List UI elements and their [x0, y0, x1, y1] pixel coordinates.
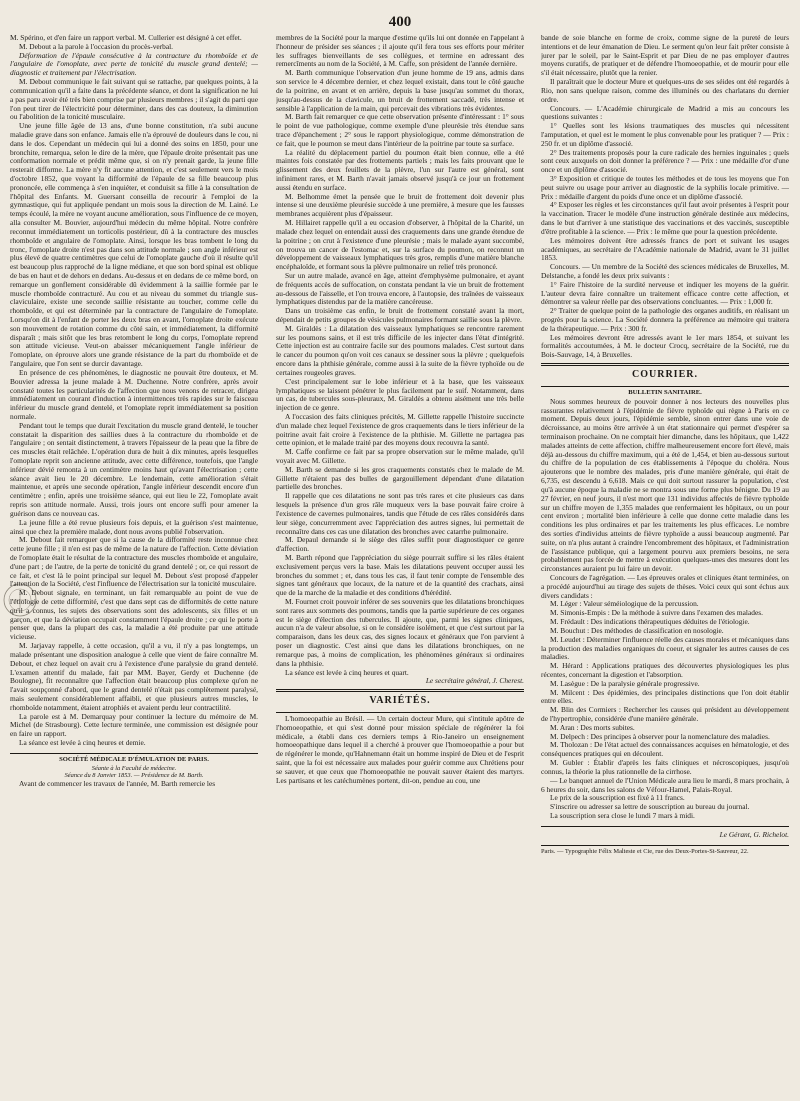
bulletin-heading: BULLETIN SANITAIRE. [628, 388, 702, 396]
thesis-item: M. Leudet : Déterminer l'influence réelle des causes morales et mécaniques dans la production des maladies organiques du coeur, et signaler les autres causes de ces maladies. [541, 634, 789, 662]
divider [541, 826, 789, 827]
courrier-heading: COURRIER. [632, 369, 698, 381]
thesis-item: M. Léger : Valeur séméiologique de la percussion. [550, 599, 699, 609]
paragraph: Nous sommes heureux de pouvoir donner à nos lecteurs des nouvelles plus rassurantes relativement à l'épidémie de fièvre typhoïde qui règne à Paris en ce moment. Depuis deux jours, l'épidémie semble, sinon entrer dans une voie de décroissance, au moins être arrivée à un état stationnaire qui permet d'espérer sa terminaison prochaine. On ne comptait hier dimanche, dans les hôpitaux, que 1,422 malades atteints de cette affection, chiffre malheureusement encore fort élevé, mais déjà au-dessous du chiffre maximum, qui a été de 1,454, et bien au-dessous surtout du chiffre de la population de ces établissements à l'époque du choléra. Nous ajouterons que le nombre des malades, pris d'une manière générale, qui était de 6,735, est descendu à 6,618. Mais ce qui doit surtout rassurer la population, c'est qu'à aucune époque la maladie ne se montra sous une forme plus bénigne. Du 19 au 27 février, en neuf jours, il n'est mort que 131 individus affectés de fièvre typhoïde sur un chiffre moyen de 1,355 malades que renfermaient les hôpitaux, ou un pour cent environ ; mortalité bien inférieure à celle que donne cette maladie dans les conditions les plus ordinaires et par les traitements les plus efficaces. Le nombre des sorties d'individus atteints de fièvre typhoïde a aussi beaucoup augmenté. Par suite, on n'a plus autant à craindre l'encombrement des hôpitaux, et l'administration de l'assistance publique, qui a largement pourvu aux premiers besoins, ne sera probablement pas forcée de mettre à exécution quelques-unes des mesures dont les circonstances auraient pu lui faire un devoir. [541, 396, 789, 574]
paragraph: En présence de ces phénomènes, le diagnostic ne pouvait être douteux, et M. Bouvier adressa la jeune malade à M. Duchenne. Notre confrère, après avoir constaté toutes les particularités de l'affection que nous venons de retracer, dirigea immédiatement un courant d'induction à intermittences très rapides sur le faisceau inférieur du muscle grand dentelé, et l'omoplate reprit immédiatement sa position normale. [10, 367, 258, 421]
divider [541, 386, 789, 387]
paragraph: M. Debout fait remarquer que si la cause de la difformité reste inconnue chez cette jeune fille ; il n'en est pas de même de la nature de l'affection. Cette déviation de l'omoplate était le résultat de la contracture des muscles rhomboïde et angulaire, d'une part ; de l'autre, de la perte de tonicité du grand dentelé ; or, ce qui ressort de ce fait, et c'est là le point principal sur lequel M. Debout s'est proposé d'appeler l'attention de la Société, c'est l'influence de l'électrisation sur la tonicité musculaire. [10, 535, 258, 589]
paragraph: M. Hillairet rappelle qu'il a eu occasion d'observer, à l'hôpital de la Charité, un malade chez lequel on entendait aussi des craquements dans une grande étendue de la poitrine ; on crut à l'existence d'une pleurésie ; mais le malade ayant succombé, on trouva un cancer de l'estomac et, sur la surface du poumon, on reconnut un développement de vaisseaux lymphatiques très gros, remplis d'une matière blanche encéphaloïde, et formant sous la plèvre pulmonaire un relief très prononcé. [276, 218, 524, 272]
paragraph: La parole est à M. Demarquay pour continuer la lecture du mémoire de M. Michel (de Strasbourg). Cette lecture terminée, une commission est désignée pour en faire un rapport. [10, 711, 258, 739]
paragraph: — Le banquet annuel de l'Union Médicale aura lieu le mardi, 8 mars prochain, à 6 heures du soir, dans les salons de Véfour-Hamel, Palais-Royal. [541, 775, 789, 794]
thesis-item: M. Gubler : Établir d'après les faits cliniques et nécroscopiques, jusqu'où connus, la théorie la plus rationnelle de la cirrhose. [541, 758, 789, 776]
paragraph: bande de soie blanche en forme de croix, comme signe de la pureté de leurs intentions et de leur émanation de Dieu. Le serment qu'on leur fait prêter consiste à jurer par le soleil, par le Saint-Esprit et par Dieu de ne pas employer d'autres moyens curatifs, de pratiquer et de défendre l'homoeopathie, et de mourir pour elle s'il était nécessaire, plutôt que la renier. [541, 34, 789, 78]
thesis-item: M. Delpech : Des principes à observer pour la nomenclature des maladies. [550, 731, 770, 741]
paragraph: M. Depaul demande si le siège des râles suffit pour diagnostiquer ce genre d'affection. [276, 535, 524, 554]
paragraph: 4° Exposer les règles et les circonstances qu'il faut avoir présentes à l'esprit pour la vaccination. Tracer le modèle d'une instruction générale destinée aux médecins, dans le but d'arriver à une statistique des vaccinations et des vaccinés, susceptible d'être profitable à la science. — Prix : le même que pour la question précédente. [541, 200, 789, 236]
paragraph: M. Barth fait remarquer ce que cette observation présente d'intéressant : 1° sous le point de vue pathologique, comme exemple d'une pleurésie très étendue sans trace d'épanchement ; 2° sous le rapport physiologique, comme démonstration de ce fait, que le poumon se meut dans l'intérieur de la poitrine par toute sa surface. [276, 112, 524, 148]
divider [541, 845, 789, 846]
paragraph: M. Jarjavay rappelle, à cette occasion, qu'il a vu, il n'y a pas longtemps, un malade présentant une disposition analogue à celle que vient de faire connaître M. Debout, et chez lequel on avait cru à l'existence d'une paralysie du grand dentelé. L'examen attentif du malade, fait par MM. Bayer, Gerdy et Duchenne (de Boulogne), fit reconnaître que l'affection était beaucoup plus complexe qu'on ne l'avait soupçonné d'abord, que le grand dentelé n'était pas complètement paralysé, mais seulement considérablement affaibli, et que plusieurs autres muscles, le rhomboïde notamment, étaient atrophiés et avaient perdu leur contractilité. [10, 641, 258, 712]
column-middle [276, 34, 524, 1074]
thesis-item: M. Bouchut : Des méthodes de classification en nosologie. [550, 625, 724, 635]
divider [10, 753, 258, 754]
session-date: Séance du 8 Janvier 1853. — Présidence de M. Barth. [64, 772, 204, 780]
paragraph: M. Belhomme émet la pensée que le bruit de frottement doit devenir plus intense si une deuxième pleurésie succède à une première, à mesure que les fausses membranes acquièrent plus d'épaisseur. [276, 191, 524, 219]
thesis-item: M. Tholozan : De l'état actuel des connaissances acquises en hématologie, et des conséquences pratiques qui en découlent. [541, 740, 789, 759]
paragraph: 2° Des traitements proposés pour la cure radicale des hernies inguinales ; quels sont ceux auxquels on doit donner la préférence ? — Prix : une médaille d'or d'une once et un diplôme d'associé. [541, 147, 789, 175]
thesis-item: M. Milcent : Des épidémies, des principales distinctions que l'on doit établir entre elles. [541, 687, 789, 706]
paragraph: Une jeune fille âgée de 13 ans, d'une bonne constitution, n'a subi aucune maladie grave dans son enfance. Jamais elle n'a éprouvé de douleurs dans le cou, ni dans le dos. Cependant un médecin qui lui a donné des soins en 1850, pour une bronchite, remarqua, selon le dire de la mère, que l'épaule droite présentait pas une conformation normale et prédit même que, si on n'y prenait garde, la jeune fille resterait difforme. La mère n'y fit aucune attention, et c'est seulement vers le mois d'octobre 1852, que voyant la difformité de l'épaule de sa fille beaucoup plus prononcée, elle commença à s'en inquiéter, et conduisit sa fille à la consultation de l'hôpital des Enfants. M. Guersant conseilla de recourir à l'emploi de la gymnastique, qui fut appliquée pendant un mois sous la direction de M. Lainé. Le temps écoulé, la mère ne voyant aucune amélioration, sous l'influence de ce moyen, alla consulter M. Bouvier, aujourd'hui médecin du même hôpital. Notre confrère reconnut immédiatement un torticolis postérieur, dû à la contracture des muscles rhomboïde et angulaire de l'omoplate. Ainsi, lorsque les bras tombent le long du tronc, l'omoplate droite n'est pas dans son attitude normale ; son angle inférieur est plus élevé de quatre centimètres que celui de l'omoplate gauche d'où il résulte qu'il est beaucoup plus rapproché de la ligne médiane, et que son bord spinal est oblique de bas en haut et de dehors en dedans. Au-dessus et en dedans de ce même bord, on remarque un gonflement considérable dû évidemment à la saillie formée par le muscle rhomboïde contracturé. Au cou et au niveau du sommet du triangle sus-claviculaire, existe une seconde saillie résistante au toucher, comme celle du rhomboïde, et qui est déterminée par la contracture de l'angulaire de l'omoplate. Lorsqu'on dit à l'enfant de porter les deux bras en avant, l'omoplate droite exécute son mouvement de rotation comme du côté sain, et immédiatement, la difformité disparaît ; mais sitôt que les bras retombent le long du corps, l'omoplate reprend son attitude vicieuse. Veut-on abaisser mécaniquement l'angle inférieur de l'omoplate, on éprouve alors une grande résistance de la part du rhomboïde et de l'angulaire, que l'on sent se durcir davantage. [10, 121, 258, 369]
society-subtitle: Séante à la Faculté de médecine. [91, 764, 177, 772]
paragraph: 1° Faire l'histoire de la surdité nerveuse et indiquer les moyens de la guérir. L'auteur devra faire connaître un traitement efficace contre cette affection, et démontrer sa valeur réelle par des observations concluantes. — Prix : 1,000 fr. [541, 279, 789, 307]
divider [276, 689, 524, 692]
paragraph: C'est principalement sur le lobe inférieur et à la base, que les vaisseaux lymphatiques se laissent pénétrer le plus facilement par le suif. Notamment, dans un cas, de tubercules sous-pleuraux, M. Giraldès a obtenu aisément une très belle injection de ce genre. [276, 376, 524, 413]
thesis-item: M. Blin des Cormiers : Rechercher les causes qui président au développement de l'hypertrophie, considérée d'une manière générale. [541, 705, 789, 724]
thesis-item: M. Simonis-Empis : De la méthode à suivre dans l'examen des malades. [550, 608, 763, 618]
paragraph: S'inscrire ou adresser sa lettre de souscription au bureau du journal. [550, 802, 750, 812]
thesis-item: M. Aran : Des morts subites. [550, 722, 635, 732]
paragraph: M. Debout signale, en terminant, un fait remarquable au point de vue de l'étiologie de cette difformité, c'est que dans sept cas de difformités de cette nature qu'il a connus, les sujets des observations sont des adolescents, six filles et un garçon, et que la déviation occupait constamment l'épaule droite ; ce qui le porte à penser que, dans la plupart des cas, la maladie a été produite par une attitude vicieuse. [10, 588, 258, 642]
paragraph: M. Giraldès : La dilatation des vaisseaux lymphatiques se rencontre rarement sur les poumons sains, et il est très difficile de les injecter dans l'état d'intégrité. Cette injection est au contraire facile sur des poumons malades. C'est surtout dans le cancer du poumon qu'on voit ces canaux se dessiner sous la plèvre ; quelquefois encore dans la phthisie générale, comme aussi à la suite de la fièvre typhoïde ou de certaines rougeoles graves. [276, 323, 524, 377]
paragraph: M. Barth se demande si les gros craquements constatés chez le malade de M. Gillette n'étaient pas des bulles de gargouillement dépendant d'une dilatation partielle des bronches. [276, 464, 524, 492]
paragraph: membres de la Société pour la marque d'estime qu'ils lui ont donnée en l'appelant à l'honneur de présider ses séances ; il ajoute qu'il fera tous ses efforts pour mériter les suffrages bienveillants de ses collègues, et termine en adressant des remercîments au nom de la Société, à M. Caffe, son président de l'année dernière. [276, 34, 524, 69]
paragraph: 3° Exposition et critique de toutes les méthodes et de tous les moyens que l'on peut suivre ou usage pour arriver au diagnostic de la syphilis locale primitive. — Prix : médaille d'argent du poids d'une once et un diplôme d'associé. [541, 174, 789, 201]
paragraph: M. Debout communique le fait suivant qui se rattache, par quelques points, à la communication qu'il a faite dans la précédente séance, et dont la signification ne lui a pas paru avoir été très bien comprise par plusieurs membres ; il s'agit du parti que l'on peut tirer de l'électricité pour déterminer, dans des cas douteux, la diminution ou l'abolition de la tonicité musculaire. [10, 77, 258, 122]
paragraph: Les mémoires doivent être adressés francs de port et suivant les usages académiques, au secrétaire de l'Académie nationale de Madrid, avant le 31 juillet 1853. [541, 235, 789, 263]
section-heading: Déformation de l'épaule consécutive à la contracture du rhomboïde et de l'angulaire de l'omoplate, avec perte de tonicité du muscle grand dentelé; — diagnostic et traitement par l'électrisation. [10, 50, 258, 78]
paragraph: A l'occasion des faits cliniques précités, M. Gillette rappelle l'histoire succincte d'un malade chez lequel l'existence de gros craquements dans le tiers inférieur de la poitrine avait fait croire à l'existence de la phthisie. M. Gillette ne partagea pas cette opinion, et le malade traité par des moyens doux recouvra la santé. [276, 411, 524, 448]
paragraph: Les mémoires devront être adressés avant le 1er mars 1854, et suivant les formalités accoutumées, à M. le docteur Crocq, secrétaire de la Société, rue du Bois-Sauvage, 14, à Bruxelles. [541, 332, 789, 360]
paragraph: Sur un autre malade, avancé en âge, atteint d'emphysème pulmonaire, et ayant de fréquents accès de suffocation, on constata pendant la vie un bruit de frottement au-dessous de l'aisselle, et l'on trouva encore, à l'autopsie, des traînées de vaisseaux lymphatiques distendus par de la matière cancéreuse. [276, 270, 524, 307]
society-title: SOCIÉTÉ MÉDICALE D'ÉMULATION DE PARIS. [59, 755, 209, 763]
paragraph: M. Barth répond que l'appréciation du siège pourrait suffire si les râles étaient exclusivement perçus vers la base. Mais les dilatations peuvent occuper aussi les bronches du sommet ; et, dans tous les cas, il faut tenir compte de l'ensemble des signes tant généraux que locaux, de la nature et de la quantité des crachats, ainsi que de la marche de la maladie et des conditions d'hérédité. [276, 552, 524, 598]
varietes-heading: VARIÉTÉS. [369, 695, 431, 707]
paragraph: M. Fournet croit pouvoir inférer de ses souvenirs que les dilatations bronchiques sont rares aux sommets des poumons, tandis que la partie supérieure de ces organes est le siège d'élection des tubercules. Il ajoute, que, parmi les signes cliniques, aucun n'a de valeur absolue, si on le considère isolément, et que c'est surtout par la comparaison, dans les deux cas, des signes locaux et généraux que l'on parvient à poser un diagnostic. C'est ainsi que dans les dilatations bronchiques, on ne remarque pas, à moins de complication, les phénomènes généraux si ordinaires dans la phthisie. [276, 597, 524, 668]
paragraph: Le prix de la souscription est fixé à 11 francs. [550, 793, 685, 803]
paragraph: Il paraîtrait que le docteur Mure et quelques-uns de ses séides ont été regardés à Rio, non sans quelque raison, comme des illuminés ou des charlatans du dernier ordre. [541, 77, 789, 104]
paragraph: La séance est levée à cinq heures et quart. [285, 667, 409, 677]
paragraph: M. Caffe confirme ce fait par sa propre observation sur le même malade, qu'il voyait avec M. Gillette. [276, 447, 524, 465]
paragraph: 2° Traiter de quelque point de la pathologie des organes auditifs, en réalisant un progrès pour la science. La Société donnera la préférence au mémoire qui traitera de la thérapeutique. — Prix : 300 fr. [541, 306, 789, 333]
page-number: 400 [388, 14, 412, 30]
paragraph: Pendant tout le temps que durait l'excitation du muscle grand dentelé, le toucher constatait la disparition des saillies dues à la contracture du rhomboïde et de l'angulaire ; on sentait distinctement, à travers l'épaisseur de la peau que la fibre de ces muscles était relâchée. L'opération dura de huit à dix minutes, après lesquelles l'omoplate reprit son ancienne attitude, avec cette différence, toutefois, que l'angle inférieur dévié remonta à un centimètre moins haut qu'avant l'électrisation ; cette séance avait lieu le 20 décembre. Le lendemain, cette amélioration s'était maintenue, et après une seconde opération, l'angle inférieur descendit encore d'un centimètre ; enfin, après une troisième séance, qui eut lieu le 22, l'omoplate avait repris son attitude normale. Aussi, trois jours ont encore suffi pour amener la guérison dans ce nouveau cas. [10, 420, 258, 518]
paragraph: La souscription sera close le lundi 7 mars à midi. [550, 810, 695, 820]
paragraph: M. Barth communique l'observation d'un jeune homme de 19 ans, admis dans son service le 4 décembre dernier, et chez lequel existait, dans tout le côté gauche de la poitrine, en avant et en arrière, depuis la base jusqu'au sommet du thorax, jusqu'au-dessus de la clavicule, un bruit de frottement saccadé, très intense et sensible à l'application de la main, qui percevait des vibrations très évidentes. [276, 68, 524, 113]
paragraph: Avant de commencer les travaux de l'année, M. Barth remercie les [19, 778, 216, 788]
paragraph: La réalité du déplacement partiel du poumon était bien connue, elle a été maintes fois constatée par des frottements partiels ; mais les faits prouvant que le glissement des deux feuillets de la plèvre, l'un sur l'autre est général, sont infiniment rares, et M. Barth n'avait jamais observé jusqu'à ce jour un frottement aussi étendu en surface. [276, 147, 524, 192]
divider [276, 712, 524, 713]
paragraph: La séance est levée à cinq heures et demie. [19, 738, 146, 747]
signature: Le secrétaire général, J. Cherest. [425, 676, 524, 686]
column-right [541, 34, 789, 1074]
paragraph: L'homoeopathie au Brésil. — Un certain docteur Mure, qui s'intitule apôtre de l'homoeopathie, et qui s'est donné pour mission spéciale de régénérer la foi médicale, a établi dans ces derniers temps à Rio-Janeiro un enseignement homoeopathique dans lequel il a cherché à prouver que l'homoeopathie a pour but de régénérer le monde, qu'Hahnemann était un homme inspiré de Dieu et de l'esprit saint, que la foi est nécessaire aux malades pour guérir comme aux Chrétiens pour se sauver, et que ceux que l'homoeopathie ne pouvait sauver étaient des martyrs. Les partisans et les catéchumènes portent, dit-on, pendue au cou, une [276, 714, 524, 785]
column-left [10, 34, 258, 1074]
paragraph: Dans un troisième cas enfin, le bruit de frottement constaté avant la mort, dépendait de petits groupes de vésicules pulmonaires formant saillie sous la plèvre. [276, 306, 524, 324]
thesis-item: M. Hérard : Applications pratiques des découvertes physiologiques les plus récentes, concernant la digestion et l'absorption. [541, 661, 789, 679]
divider [541, 363, 789, 366]
paragraph: La jeune fille a été revue plusieurs fois depuis, et la guérison s'est maintenue, ainsi que chez la première malade, dont nous avons publié l'observation. [10, 517, 258, 536]
paragraph: 1° Quelles sont les lésions traumatiques des muscles qui nécessitent l'amputation, et quel est le moment le plus convenable pour les pratiquer ? — Prix : 250 fr. et un diplôme d'associé. [541, 121, 789, 148]
paragraph: Concours. — Un membre de la Société des sciences médicales de Bruxelles, M. Delstanche, a fondé les deux prix suivants : [541, 262, 789, 280]
paragraph: Concours. — L'Académie chirurgicale de Madrid a mis au concours les questions suivantes : [541, 103, 789, 122]
printer-imprint: Paris. — Typographie Félix Malteste et Cie, rue des Deux-Portes-St-Sauveur, 22. [541, 847, 749, 855]
thesis-item: M. Lasègue : De la paralysie générale progressive. [550, 678, 700, 688]
paragraph: Il rappelle que ces dilatations ne sont pas très rares et cite plusieurs cas dans lesquels la présence d'un gros râle muqueux vers la base pouvait faire croire à l'existence de cavernes pulmonaires, tandis que l'étude de ces râles considérés dans leur siège, concurremment avec l'appréciation des autres signes, lui permettait de reconnaître dans ces cas une dilatation des bronches avec catarrhe pulmonaire. [276, 491, 524, 536]
thesis-item: M. Frédault : Des indications thérapeutiques déduites de l'étiologie. [550, 617, 750, 627]
paragraph: Concours de l'agrégation. — Les épreuves orales et cliniques étant terminées, on a procédé aujourd'hui au tirage des sujets de thèses. Voici ceux qui sont échus aux divers candidats : [541, 573, 789, 600]
paragraph: M. Debout a la parole à l'occasion du procès-verbal. [19, 41, 174, 51]
gerant-signature: Le Gérant, G. Richelot. [719, 829, 789, 839]
paragraph: M. Spérino, et d'en faire un rapport verbal. M. Cullerier est désigné à cet effet. [10, 34, 242, 42]
